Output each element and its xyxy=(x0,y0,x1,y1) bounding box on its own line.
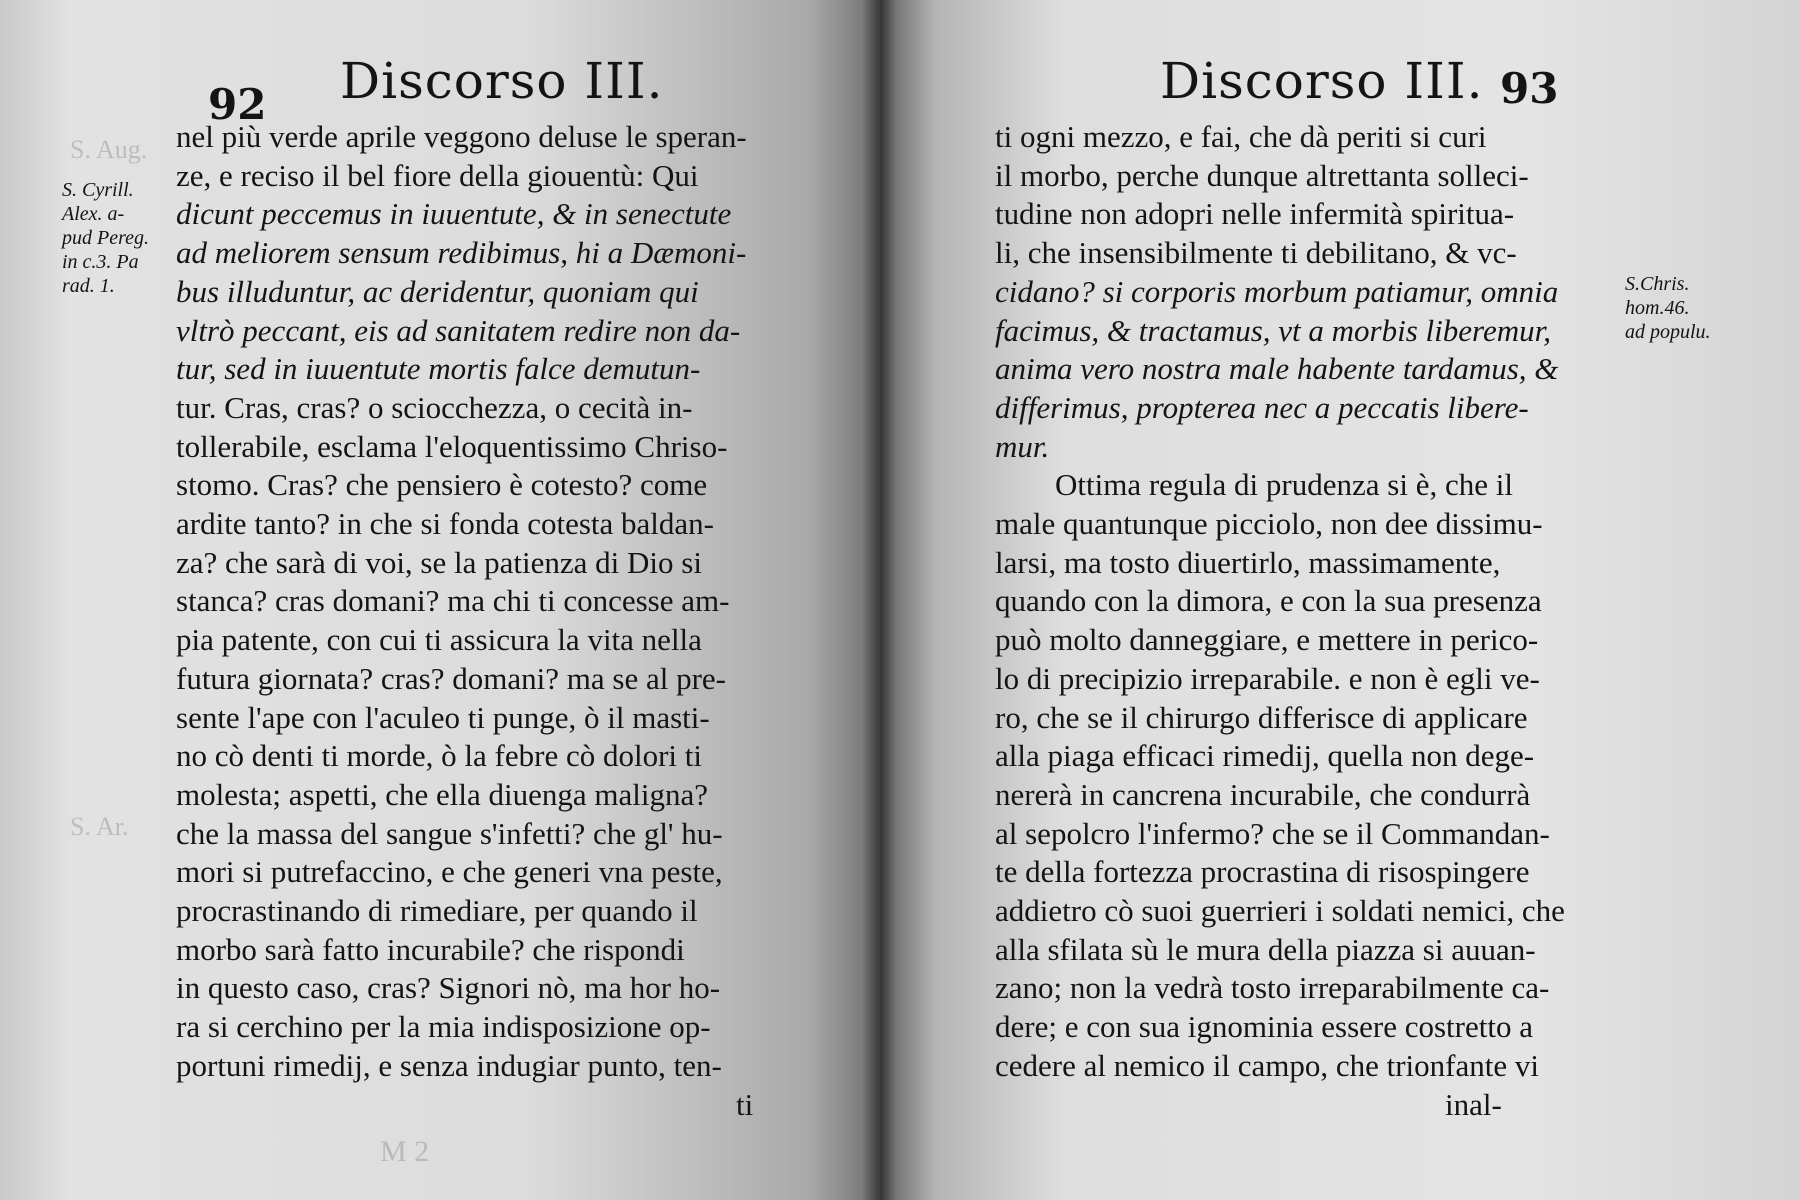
text-line: dicunt peccemus in iuuentute, & in senectute xyxy=(176,196,732,232)
text-line: cidano? si corporis morbum patiamur, omnia xyxy=(995,273,1559,309)
text-line: ti ogni mezzo, e fai, che dà periti si curi xyxy=(995,119,1487,154)
catchword: inal- xyxy=(1445,1086,1502,1122)
body-text xyxy=(176,118,796,1124)
catchword: ti xyxy=(736,1086,754,1122)
running-head: Discorso III. xyxy=(1160,52,1484,110)
text-line: zano; non la vedrà tosto irreparabilmente ca- xyxy=(995,970,1550,1006)
marginal-citation xyxy=(62,178,149,298)
text-line: quando con la dimora, e con la sua presenza xyxy=(995,583,1542,619)
text-line: vltrò peccant, eis ad sanitatem redire non da- xyxy=(176,312,741,348)
text-line: no cò denti ti morde, ò la febre cò dolori ti xyxy=(176,738,702,774)
text-line: alla piaga efficaci rimedij, quella non dege- xyxy=(995,738,1535,774)
book-gutter xyxy=(862,0,896,1200)
text-line: al sepolcro l'infermo? che se il Commandan- xyxy=(995,815,1550,851)
text-line: tollerabile, esclama l'eloquentissimo Chriso- xyxy=(176,428,728,464)
text-line: bus illuduntur, ac deridentur, quoniam qui xyxy=(176,273,699,309)
margin-note-line: pud Pereg. xyxy=(62,227,150,249)
margin-note-line: S. Cyrill. xyxy=(62,179,134,201)
text-line: portuni rimedij, e senza indugiar punto, ten- xyxy=(176,1047,722,1083)
text-line: te della fortezza procrastina di risospingere xyxy=(995,854,1530,890)
text-line: ardite tanto? in che si fonda cotesta baldan- xyxy=(176,506,714,542)
text-line: larsi, ma tosto diuertirlo, massimamente, xyxy=(995,544,1501,580)
margin-note-line: ad populu. xyxy=(1625,321,1711,343)
text-line: cedere al nemico il campo, che trionfante vi xyxy=(995,1047,1539,1083)
text-line: mori si putrefaccino, e che generi vna peste, xyxy=(176,854,723,890)
marginal-citation xyxy=(1625,272,1711,344)
body-text xyxy=(995,118,1565,1124)
text-line: stanca? cras domani? ma chi ti concesse am- xyxy=(176,583,730,619)
signature-mark: M 2 xyxy=(380,1135,430,1168)
text-line: li, che insensibilmente ti debilitano, & vc- xyxy=(995,235,1517,271)
text-line: anima vero nostra male habente tardamus, & xyxy=(995,351,1559,387)
text-line: ad meliorem sensum redibimus, hi a Dæmoni- xyxy=(176,235,747,271)
text-line: lo di precipizio irreparabile. e non è egli ve- xyxy=(995,660,1540,696)
text-line: in questo caso, cras? Signori nò, ma hor ho- xyxy=(176,970,721,1006)
text-line: pia patente, con cui ti assicura la vita nella xyxy=(176,622,702,658)
text-line: male quantunque picciolo, non dee dissimu- xyxy=(995,506,1543,542)
text-line: za? che sarà di voi, se la patienza di Dio si xyxy=(176,544,702,580)
right-page xyxy=(880,0,1800,1200)
text-line: ro, che se il chirurgo differisce di applicare xyxy=(995,699,1528,735)
margin-note-line: S.Chris. xyxy=(1625,273,1690,295)
text-line: alla sfilata sù le mura della piazza si auuan- xyxy=(995,931,1536,967)
bleed-through-text: S. Ar. xyxy=(70,812,129,841)
text-line: Ottima regula di prudenza si è, che il xyxy=(1055,467,1513,503)
text-line: stomo. Cras? che pensiero è cotesto? come xyxy=(176,467,708,503)
margin-note-line: Alex. a- xyxy=(62,203,125,225)
text-line: futura giornata? cras? domani? ma se al pre- xyxy=(176,660,726,696)
text-line: sente l'ape con l'aculeo ti punge, ò il masti- xyxy=(176,699,710,735)
text-line: può molto danneggiare, e mettere in perico- xyxy=(995,622,1539,658)
text-line: nel più verde aprile veggono deluse le speran- xyxy=(176,119,747,154)
text-line: morbo sarà fatto incurabile? che rispondi xyxy=(176,931,685,967)
text-line: molesta; aspetti, che ella diuenga maligna? xyxy=(176,776,708,812)
margin-note-line: in c.3. Pa xyxy=(62,251,139,273)
text-line: mur. xyxy=(995,428,1050,464)
text-line: addietro cò suoi guerrieri i soldati nemici, che xyxy=(995,893,1565,929)
margin-note-line: hom.46. xyxy=(1625,297,1690,319)
text-line: tur. Cras, cras? o sciocchezza, o cecità in- xyxy=(176,389,693,425)
page-number: 93 xyxy=(1500,64,1559,113)
text-line: nererà in cancrena incurabile, che condurrà xyxy=(995,776,1531,812)
text-line: dere; e con sua ignominia essere costretto a xyxy=(995,1009,1533,1045)
text-line: ze, e reciso il bel fiore della giouentù: Qui xyxy=(176,157,699,193)
text-line: differimus, propterea nec a peccatis libere- xyxy=(995,389,1529,425)
text-line: tur, sed in iuuentute mortis falce demutun- xyxy=(176,351,701,387)
text-line: facimus, & tractamus, vt a morbis liberemur, xyxy=(995,312,1551,348)
bleed-through-text: S. Aug. xyxy=(70,135,148,164)
text-line: tudine non adopri nelle infermità spiritua- xyxy=(995,196,1515,232)
running-head: Discorso III. xyxy=(340,52,664,110)
page-number: 92 xyxy=(208,80,267,129)
text-line: il morbo, perche dunque altrettanta solleci- xyxy=(995,157,1529,193)
margin-note-line: rad. 1. xyxy=(62,275,115,297)
text-line: che la massa del sangue s'infetti? che gl' hu- xyxy=(176,815,723,851)
text-line: procrastinando di rimediare, per quando il xyxy=(176,893,698,929)
left-page xyxy=(0,0,880,1200)
text-line: ra si cerchino per la mia indisposizione op- xyxy=(176,1009,711,1045)
